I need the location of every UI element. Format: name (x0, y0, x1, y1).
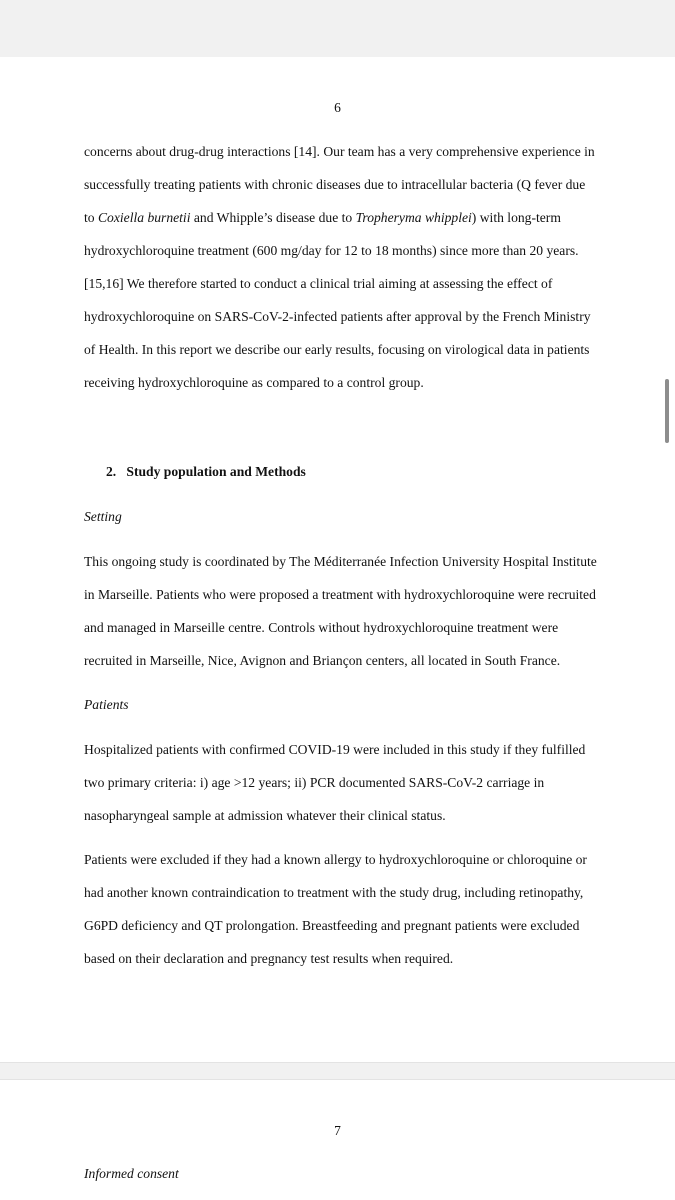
body-text-line: concerns about drug-drug interactions [14]. Our team has a very comprehensive experience in (84, 144, 595, 159)
body-text-line: to Coxiella burnetii and Whipple’s disease due to Tropheryma whipplei) with long-term (84, 210, 561, 225)
body-text-line: had another known contraindication to treatment with the study drug, including retinopathy, (84, 885, 584, 900)
scrollbar-thumb[interactable] (665, 379, 669, 443)
body-text-line: This ongoing study is coordinated by The Méditerranée Infection University Hospital Institute (84, 554, 597, 569)
body-text-line: two primary criteria: i) age >12 years; ii) PCR documented SARS-CoV-2 carriage in (84, 775, 545, 790)
body-text-line: recruited in Marseille, Nice, Avignon and Briançon centers, all located in South France. (84, 653, 561, 668)
subsection-heading-informed-consent: Informed consent (84, 1166, 179, 1181)
document-page (0, 1080, 675, 1200)
body-text-line: hydroxychloroquine on SARS-CoV-2-infected patients after approval by the French Ministry (84, 309, 591, 324)
page-separator (0, 1062, 675, 1080)
body-text-line: and managed in Marseille centre. Controls without hydroxychloroquine treatment were (84, 620, 559, 635)
species-name: Coxiella burnetii (97, 210, 191, 225)
body-text-line: of Health. In this report we describe our early results, focusing on virological data in patients (84, 342, 590, 357)
body-text-line: G6PD deficiency and QT prolongation. Breastfeeding and pregnant patients were excluded (84, 918, 580, 933)
body-text-line: [15,16] We therefore started to conduct a clinical trial aiming at assessing the effect of (84, 276, 553, 291)
page-number: 7 (334, 1123, 341, 1138)
body-text-line: based on their declaration and pregnancy test results when required. (84, 951, 454, 966)
body-text-line: in Marseille. Patients who were proposed a treatment with hydroxychloroquine were recruited (84, 587, 596, 602)
viewer-top-margin (0, 0, 675, 57)
body-text-line: Hospitalized patients with confirmed COVID-19 were included in this study if they fulfilled (84, 742, 586, 757)
body-text-line: successfully treating patients with chronic diseases due to intracellular bacteria (Q fever due (84, 177, 586, 192)
body-text-line: hydroxychloroquine treatment (600 mg/day for 12 to 18 months) since more than 20 years. (84, 243, 579, 258)
body-text-line: Patients were excluded if they had a known allergy to hydroxychloroquine or chloroquine or (84, 852, 587, 867)
page-number: 6 (334, 100, 341, 115)
body-text-line: receiving hydroxychloroquine as compared to a control group. (84, 375, 424, 390)
subsection-heading-setting: Setting (84, 509, 122, 524)
body-text-line: nasopharyngeal sample at admission whatever their clinical status. (84, 808, 446, 823)
species-name: Tropheryma whipplei (355, 210, 472, 225)
subsection-heading-patients: Patients (84, 697, 129, 712)
document-page (0, 57, 675, 1062)
section-heading: 2. Study population and Methods (106, 464, 306, 479)
